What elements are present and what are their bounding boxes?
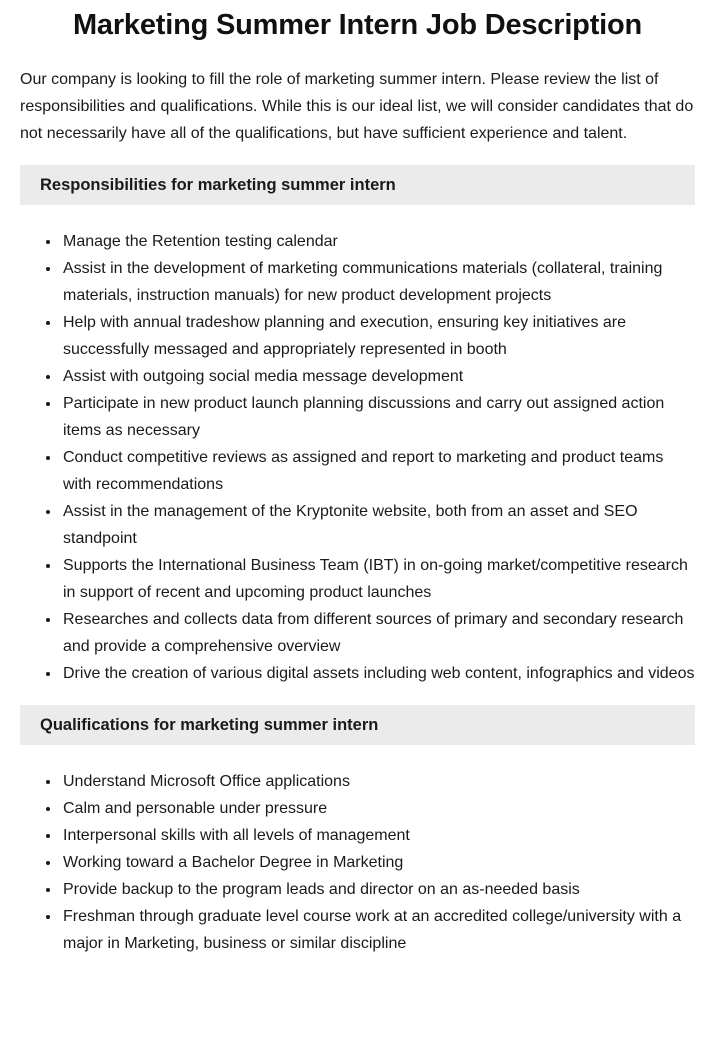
list-item: • Understand Microsoft Office applications — [61, 768, 695, 795]
responsibilities-list — [20, 228, 695, 687]
list-item: • Assist with outgoing social media message development — [61, 363, 695, 390]
qualifications-header-bar — [20, 705, 695, 745]
list-item: • Drive the creation of various digital assets including web content, infographics and videos — [61, 660, 695, 687]
list-item: • Participate in new product launch planning discussions and carry out assigned action items as necessary — [61, 390, 695, 444]
list-item: • Researches and collects data from different sources of primary and secondary research and provide a comprehensive overview — [61, 606, 695, 660]
responsibilities-heading: Responsibilities for marketing summer intern — [40, 175, 396, 194]
list-item: • Assist in the management of the Kryptonite website, both from an asset and SEO standpoint — [61, 498, 695, 552]
list-item: • Working toward a Bachelor Degree in Marketing — [61, 849, 695, 876]
intro-paragraph: Our company is looking to fill the role of marketing summer intern. Please review the list of responsibilities and qualifications. While this is our ideal list, we will consider candidates that do not necessarily have all of the qualifications, but have sufficient experience and talent. — [20, 71, 694, 142]
list-item: • Help with annual tradeshow planning and execution, ensuring key initiatives are successfully messaged and appropriately represented in booth — [61, 309, 695, 363]
list-item: • Calm and personable under pressure — [61, 795, 695, 822]
list-item: • Assist in the development of marketing communications materials (collateral, training materials, instruction manuals) for new product development projects — [61, 255, 695, 309]
list-item: • Conduct competitive reviews as assigned and report to marketing and product teams with recommendations — [61, 444, 695, 498]
qualifications-list — [20, 768, 695, 957]
page-title: Marketing Summer Intern Job Description — [72, 9, 643, 41]
list-item: • Manage the Retention testing calendar — [61, 228, 695, 255]
section-responsibilities — [20, 165, 695, 687]
list-item: • Freshman through graduate level course work at an accredited college/university with a major in Marketing, business or similar discipline — [61, 903, 695, 957]
list-item: • Interpersonal skills with all levels of management — [61, 822, 695, 849]
list-item: • Provide backup to the program leads and director on an as-needed basis — [61, 876, 695, 903]
responsibilities-header-bar — [20, 165, 695, 205]
list-item: • Supports the International Business Team (IBT) in on-going market/competitive research in support of recent and upcoming product launches — [61, 552, 695, 606]
section-qualifications — [20, 705, 695, 957]
qualifications-heading: Qualifications for marketing summer intern — [40, 715, 379, 734]
